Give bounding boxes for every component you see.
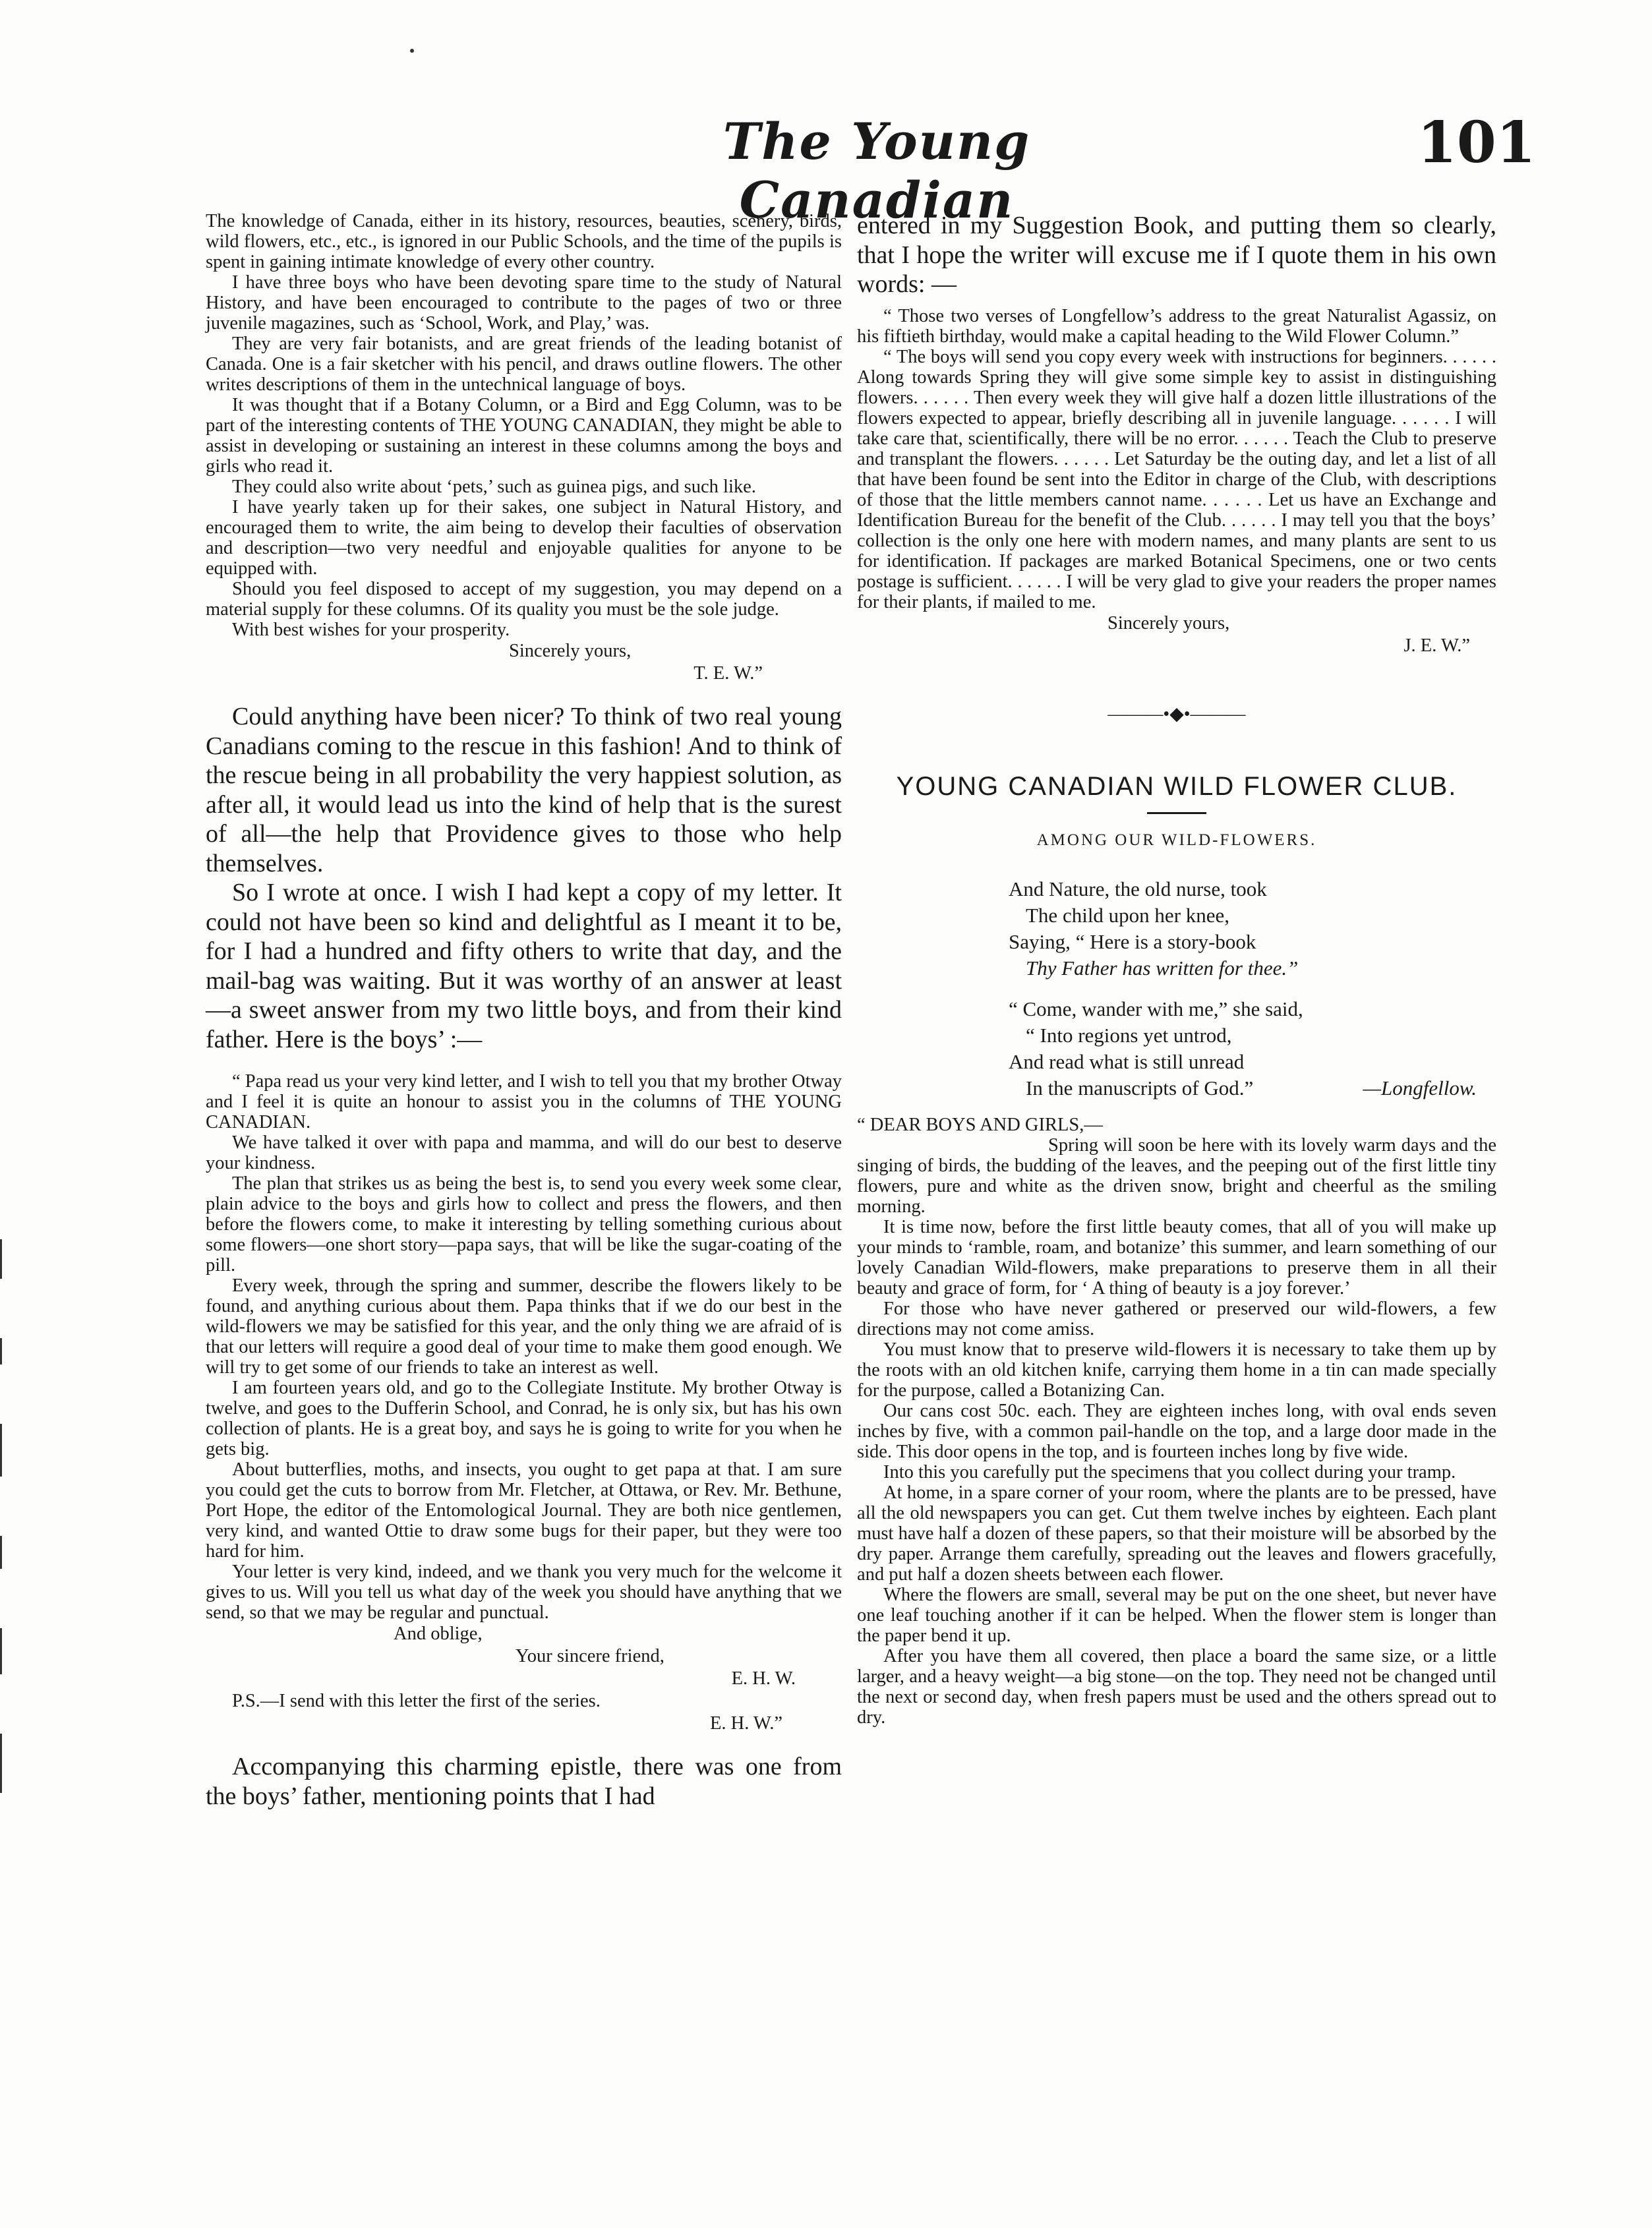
page-number: 101	[1417, 109, 1536, 176]
letter-jew	[857, 306, 1496, 612]
club-paragraph: Into this you carefully put the specimens that you collect during your tramp.	[883, 1461, 1456, 1482]
poem-line: Saying, “ Here is a story-book	[1009, 929, 1256, 953]
letter-paragraph: “ The boys will send you copy every week with instructions for beginners. . . . . . Along towards Spring they will give some simple key to assist in distinguishing flowers. . . . . . Then every week they will give half a dozen little illustrations of the flowers expected to appear, briefly describing all in juvenile language. . . . . . I will take care that, scientifically, there will be no error. . . . . . Teach the Club to preserve and transplant the flowers. . . . . . Let Saturday be the outing day, and let a list of all that have been found be sent into the Editor in charge of the Club, with descriptions of those that the little members cannot name. . . . . . Let us have an Exchange and Identification Bureau for the benefit of the Club. . . . . . I may tell you that the boys’ collection is the only one here with modern names, and many plants are sent to us for identification. If packages are marked Botanical Specimens, one or two cents postage is sufficient. . . . . . I will be very glad to give your readers the proper names for their plants, if mailed to me.	[857, 346, 1496, 612]
letter-signature: T. E. W.”	[693, 663, 763, 684]
letter-paragraph: We have talked it over with papa and mamma, and will do our best to deserve your kindness.	[206, 1132, 842, 1173]
letter-closing: And oblige,	[394, 1624, 483, 1644]
print-speck	[410, 49, 414, 53]
club-paragraph: For those who have never gathered or preserved our wild-flowers, a few directions may not come amiss.	[857, 1298, 1496, 1339]
letter-paragraph: Should you feel disposed to accept of my suggestion, you may depend on a material supply for these columns. Of its quality you must be the sole judge.	[206, 579, 842, 620]
club-title: YOUNG CANADIAN WILD FLOWER CLUB.	[896, 771, 1458, 801]
poem-line: And read what is still unread	[1009, 1049, 1245, 1073]
letter-paragraph: About butterflies, moths, and insects, you ought to get papa at that. I am sure you could get the cuts to borrow from Mr. Fletcher, at Ottawa, or Rev. Mr. Bethune, Port Hope, the editor of the Entomological Journal. They are both nice gentlemen, very kind, and wanted Ottie to draw some bugs for their paper, but they were too hard for him.	[206, 1459, 842, 1562]
poem-line	[1009, 1075, 1496, 1101]
club-paragraph: At home, in a spare corner of your room, where the plants are to be pressed, have all the old newspapers you can get. Cut them twelve inches by eighteen. Each plant must have half a dozen of these papers, so that their moisture will be absorbed by the dry paper. Arrange them carefully, spreading out the leaves and flowers gracefully, and put half a dozen sheets between each flower.	[857, 1482, 1496, 1585]
letter-paragraph: They are very fair botanists, and are great friends of the leading botanist of Canada. One is a fair sketcher with his pencil, and draws outline flowers. The other writes descriptions of them in the untechnical language of boys.	[206, 334, 842, 395]
scan-margin-marks	[0, 1239, 9, 2228]
letter-tew	[206, 211, 842, 640]
article-body	[206, 702, 842, 1054]
letter-signature: E. H. W.	[731, 1668, 796, 1689]
masthead-title: The Young Canadian	[723, 112, 1031, 229]
poem-line-text: In the manuscripts of God.”	[1026, 1076, 1254, 1099]
letter-closing: Sincerely yours,	[509, 641, 632, 661]
letter-signature: E. H. W.”	[709, 1713, 782, 1734]
letter-paragraph: It was thought that if a Botany Column, or a Bird and Egg Column, was to be part of the interesting contents of THE YOUNG CANADIAN, they might be able to assist in developing or sustaining an interest in these columns among the boys and girls who read it.	[206, 395, 842, 477]
letter-paragraph: Your letter is very kind, indeed, and we thank you very much for the welcome it gives to us. Will you tell us what day of the week you should have anything that we send, so that we may be regular and punctual.	[206, 1562, 842, 1623]
club-letter	[857, 1115, 1496, 1728]
club-paragraph: Spring will soon be here with its lovely warm days and the singing of birds, the budding of the leaves, and the peeping out of the first little tiny flowers, pure and white as the driven snow, bright and cheerful as the smiling morning.	[857, 1134, 1496, 1217]
letter-paragraph: Every week, through the spring and summer, describe the flowers likely to be found, and anything curious about them. Papa thinks that if we do our best in the wild-flowers we may be satisfied for this year, and the only thing we are afraid of is that our letters will require a good deal of your time to make them good enough. We will try to get some of our friends to take an interest as well.	[206, 1275, 842, 1378]
divider	[1147, 812, 1206, 814]
poem-author: —Longfellow.	[1363, 1076, 1477, 1099]
body-paragraph: Could anything have been nicer? To think of two real young Canadians coming to the rescue in this fashion! And to think of the rescue being in all probability the very happiest solution, as after all, it would lead us into the kind of help that is the surest of all—the help that Providence gives to those who help themselves.	[206, 703, 842, 877]
right-column	[857, 211, 1496, 1728]
club-paragraph: Where the flowers are small, several may be put on the one sheet, but never have one leaf touching another if it can be helped. When the flower stem is longer than the paper bend it up.	[857, 1584, 1496, 1646]
salutation: “ DEAR BOYS AND GIRLS,—	[857, 1114, 1103, 1135]
letter-paragraph: “ Those two verses of Longfellow’s address to the great Naturalist Agassiz, on his fiftieth birthday, would make a capital heading to the Wild Flower Column.”	[857, 305, 1496, 347]
left-column	[206, 211, 842, 1811]
article-body	[206, 1752, 842, 1811]
poem-line: “ Into regions yet untrod,	[1026, 1023, 1232, 1047]
letter-signature: J. E. W.”	[1403, 635, 1470, 656]
letter-friend: Your sincere friend,	[516, 1646, 664, 1666]
body-paragraph: So I wrote at once. I wish I had kept a copy of my letter. It could not have been so kind and delightful as I meant it to be, for I had a hundred and fifty others to write that day, and the mail-bag was waiting. But it was worthy of an answer at least—a sweet answer from my two little boys, and from their kind father. Here is the boys’ :—	[206, 879, 842, 1053]
letter-postscript: P.S.—I send with this letter the first of the series.	[232, 1691, 601, 1711]
letter-boys	[206, 1071, 842, 1623]
letter-paragraph: I have three boys who have been devoting spare time to the study of Natural History, and have been encouraged to contribute to the pages of two or three juvenile magazines, such as ‘School, Work, and Play,’ was.	[206, 272, 842, 334]
letter-paragraph: I am fourteen years old, and go to the Collegiate Institute. My brother Otway is twelve, and goes to the Dufferin School, and Conrad, he is only six, but has his own collection of plants. He is a great boy, and says he is going to write for you when he gets big.	[206, 1378, 842, 1459]
club-paragraph: Our cans cost 50c. each. They are eighteen inches long, with oval ends seven inches by five, with a common pail-handle on the top, and a large door made in the side. This door opens in the top, and is fourteen inches long by five wide.	[857, 1400, 1496, 1462]
club-paragraph: It is time now, before the first little beauty comes, that all of you will make up your minds to ‘ramble, roam, and botanize’ this summer, and learn something of our lovely Canadian Wild-flowers, make preparations to preserve them in all their beauty and grace of form, for ‘ A thing of beauty is a joy forever.’	[857, 1216, 1496, 1299]
letter-paragraph: “ Papa read us your very kind letter, and I wish to tell you that my brother Otway and I feel it is quite an honour to assist you in the columns of THE YOUNG CANADIAN.	[206, 1071, 842, 1132]
letter-closing: Sincerely yours,	[1107, 612, 1230, 633]
letter-paragraph: With best wishes for your prosperity.	[232, 620, 510, 640]
club-paragraph: You must know that to preserve wild-flowers it is necessary to take them up by the roots with an old kitchen knife, carrying them home in a tin can made specially for the purpose, called a Botanizing Can.	[857, 1339, 1496, 1401]
letter-paragraph: The knowledge of Canada, either in its history, resources, beauties, scenery, birds, wild flowers, etc., etc., is ignored in our Public Schools, and the time of the pupils is spent in gaining intimate knowledge of every other country.	[206, 211, 842, 272]
club-subtitle: AMONG OUR WILD-FLOWERS.	[1036, 831, 1317, 849]
letter-paragraph: The plan that strikes us as being the best is, to send you every week some clear, plain advice to the boys and girls how to collect and press the flowers, and then before the flowers come, to make it interesting by telling something curious about some flowers—one short story—papa says, that will be like the sugar-coating of the pill.	[206, 1173, 842, 1275]
letter-paragraph: I have yearly taken up for their sakes, one subject in Natural History, and encouraged them to write, the aim being to develop their faculties of observation and description—two very needful and enjoyable qualities for anyone to be equipped with.	[206, 497, 842, 579]
poem	[1009, 876, 1496, 1101]
body-paragraph: entered in my Suggestion Book, and putting them so clearly, that I hope the writer will excuse me if I quote them in his own words: —	[857, 212, 1496, 298]
poem-line: The child upon her knee,	[1026, 903, 1230, 927]
section-ornament: ———•◆•———	[1107, 703, 1246, 724]
club-paragraph: After you have them all covered, then place a board the same size, or a little larger, and a heavy weight—a big stone—on the top. They need not be changed until the next or second day, when fresh papers must be used and the others spread out to dry.	[857, 1645, 1496, 1728]
poem-line: “ Come, wander with me,” she said,	[1009, 997, 1303, 1020]
article-body	[857, 211, 1496, 299]
poem-line: And Nature, the old nurse, took	[1009, 877, 1267, 900]
body-paragraph: Accompanying this charming epistle, there was one from the boys’ father, mentioning points that I had	[206, 1753, 842, 1810]
page-header	[0, 105, 1652, 229]
poem-line: Thy Father has written for thee.”	[1026, 956, 1299, 980]
letter-paragraph: They could also write about ‘pets,’ such as guinea pigs, and such like.	[232, 477, 756, 497]
